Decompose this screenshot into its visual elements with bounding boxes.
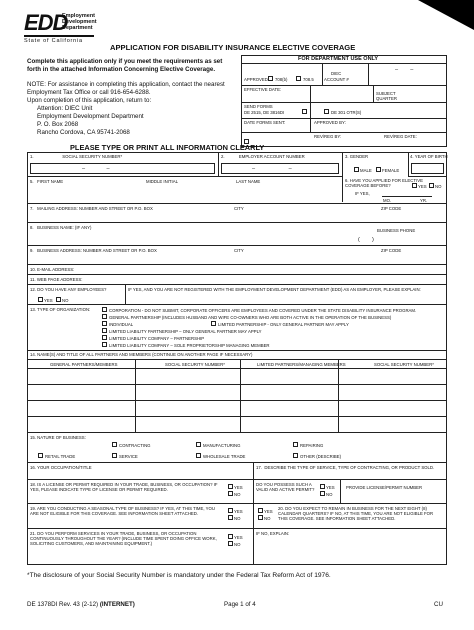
female-checkbox[interactable] xyxy=(376,167,381,172)
dept-line-1: Employment xyxy=(62,13,96,19)
org-llc-sole-label: LIMITED LIABILITY COMPANY – SOLE PROPRIETORSHIP MANAGING MEMBER xyxy=(109,343,270,348)
dept-use-title: FOR DEPARTMENT USE ONLY xyxy=(298,56,379,62)
continuous-no-label: NO xyxy=(234,542,241,547)
f1-label: 1. SOCIAL SECURITY NUMBER* xyxy=(30,154,123,159)
corner-triangle xyxy=(418,0,474,30)
employees-yes-label: YES xyxy=(44,298,53,303)
continuous-yes-checkbox[interactable] xyxy=(228,534,233,539)
permit-yes-label: YES xyxy=(326,485,335,490)
nb-other-checkbox[interactable] xyxy=(293,453,298,458)
org-limited-partnership-checkbox[interactable] xyxy=(211,321,216,326)
org-llp-label: LIMITED LIABILITY PARTNERSHIP – ONLY GENERAL PARTNER MAY APPLY xyxy=(109,329,262,334)
ssn-dashes: – – xyxy=(82,166,110,172)
org-corporation-checkbox[interactable] xyxy=(102,307,107,312)
license-yes-checkbox[interactable] xyxy=(228,484,233,489)
org-llp-checkbox[interactable] xyxy=(102,328,107,333)
nb-contracting-checkbox[interactable] xyxy=(112,442,117,447)
f4-label: 4. YEAR OF BIRTH xyxy=(410,154,448,159)
effective-date-label: EFFECTIVE DATE: xyxy=(244,87,282,92)
diec-label: DIEC xyxy=(331,71,342,76)
f13-label: 13. TYPE OF ORGANIZATION: xyxy=(30,307,91,312)
explain-label: IF NO, EXPLAIN: xyxy=(256,531,290,536)
dept-line-3: Department xyxy=(62,25,93,31)
city-label-7: CITY xyxy=(234,206,244,211)
de-forms-label: DE 2515, DE 3816DI xyxy=(244,110,285,115)
send-forms-label: SEND FORMS xyxy=(244,104,273,109)
continuous-yes-label: YES xyxy=(234,535,243,540)
employees-no-checkbox[interactable] xyxy=(56,297,61,302)
nb-wholesale-checkbox[interactable] xyxy=(196,453,201,458)
license-no-label: NO xyxy=(234,492,241,497)
business-phone-label: BUSINESS PHONE xyxy=(377,228,416,233)
708b-checkbox[interactable] xyxy=(268,76,273,81)
form-id: DE 1378DI Rev. 43 (2-12) (INTERNET) xyxy=(27,601,135,608)
edd-logo xyxy=(24,12,144,44)
nb-service-label: SERVICE xyxy=(119,454,138,459)
seasonal-yes-label: YES xyxy=(234,509,243,514)
year-of-birth-field[interactable] xyxy=(411,163,444,174)
nb-repairing-label: REPAIRING xyxy=(300,443,324,448)
7085-checkbox[interactable] xyxy=(296,76,301,81)
return-intro: Upon completion of this application, return to: xyxy=(27,97,152,104)
f14-label: 14. NAME(S) AND TITLE OF ALL PARTNERS AND MEMBERS (CONTINUE ON ANOTHER PAGE IF NECESSARY) xyxy=(30,352,253,357)
complete-note: Complete this application only if you meet the requirements as set forth in the attached Information Concerning Elective Coverage. xyxy=(27,58,223,73)
de301-checkbox[interactable] xyxy=(324,109,329,114)
f12-label: 12. DO YOU HAVE ANY EMPLOYEES? xyxy=(30,287,107,292)
7085-label: 708.5 xyxy=(303,77,314,82)
f10-label: 10. E-MAIL ADDRESS: xyxy=(30,267,75,272)
org-general-partnership-checkbox[interactable] xyxy=(102,314,107,319)
ssn-disclosure: *The disclosure of your Social Security Number is mandatory under the Federal Tax Reform Act of 1976. xyxy=(27,572,331,579)
nb-service-checkbox[interactable] xyxy=(112,453,117,458)
male-checkbox[interactable] xyxy=(354,167,359,172)
f15-label: 15. NATURE OF BUSINESS: xyxy=(30,435,86,440)
nb-contracting-label: CONTRACTING xyxy=(119,443,151,448)
account-dashes: – – xyxy=(395,67,414,73)
seasonal-no-label: NO xyxy=(234,516,241,521)
if-yes-label: IF YES, xyxy=(355,191,370,196)
date-forms-sent-label: DATE FORMS SENT: xyxy=(244,120,286,125)
zip-label-7: ZIP CODE xyxy=(381,206,402,211)
cu-code: CU xyxy=(434,601,443,608)
subject-quarter-label: SUBJECT QUARTER xyxy=(376,91,397,101)
org-llc-partnership-label: LIMITED LIABILITY COMPANY – PARTNERSHIP xyxy=(109,336,205,341)
remain-yes-label: YES xyxy=(264,509,273,514)
col-ssn-1: SOCIAL SECURITY NUMBER* xyxy=(165,362,225,367)
f9-label: 9. BUSINESS ADDRESS: NUMBER AND STREET OR P.O. BOX xyxy=(30,248,157,253)
address-line-2: Employment Development Department xyxy=(37,113,144,120)
nb-repairing-checkbox[interactable] xyxy=(293,442,298,447)
city-label-9: CITY xyxy=(234,248,244,253)
employees-no-label: NO xyxy=(62,298,69,303)
nb-manufacturing-checkbox[interactable] xyxy=(196,442,201,447)
account-label: ACCOUNT # xyxy=(324,77,349,82)
f18b-label: DO YOU POSSESS SUCH A VALID AND ACTIVE PERMIT? xyxy=(256,482,315,492)
col-limited-partners: LIMITED PARTNERS/MANAGING MEMBERS xyxy=(257,362,346,367)
permit-no-label: NO xyxy=(326,492,333,497)
applied-no-checkbox[interactable] xyxy=(429,183,434,188)
f6-label: 6. HAVE YOU APPLIED FOR ELECTIVE COVERAGE BEFORE? xyxy=(345,178,423,188)
dept-line-2: Development xyxy=(62,19,97,25)
seasonal-no-checkbox[interactable] xyxy=(228,515,233,520)
f18-label: 18. IS A LICENSE OR PERMIT REQUIRED IN YOUR TRADE, BUSINESS, OR OCCUPATION? IF YES, PLEASE INDICATE TYPE OF LICENSE OR PERMIT REQUIRED. xyxy=(30,482,218,492)
applied-no-label: NO xyxy=(435,184,442,189)
male-label: MALE xyxy=(360,168,372,173)
708b-label: 708(b) xyxy=(275,77,288,82)
col-ssn-2: SOCIAL SECURITY NUMBER* xyxy=(374,362,434,367)
assistance-note: NOTE: For assistance in completing this application, contact the nearest Employment Tax Office or call 916-654-6288. xyxy=(27,81,225,96)
f8-label: 8. BUSINESS NAME: (IF ANY) xyxy=(30,225,92,230)
f17-label: 17. DESCRIBE THE TYPE OF SERVICE, TYPE OF CONTRACTING, OR PRODUCT SOLD. xyxy=(256,465,435,470)
remain-yes-checkbox[interactable] xyxy=(258,508,263,513)
ean-dashes: – – xyxy=(252,166,292,172)
logo-mark: EDD xyxy=(24,10,68,35)
applied-yes-checkbox[interactable] xyxy=(412,183,417,188)
logo-rule xyxy=(24,35,94,37)
applied-yes-label: YES xyxy=(418,184,427,189)
f2-label: 2. EMPLOYER ACCOUNT NUMBER xyxy=(221,154,305,159)
org-individual-checkbox[interactable] xyxy=(102,321,107,326)
form-title: APPLICATION FOR DISABILITY INSURANCE ELECTIVE COVERAGE xyxy=(110,43,356,52)
f18c-label: PROVIDE LICENSE/PERMIT NUMBER xyxy=(346,485,423,490)
employees-yes-checkbox[interactable] xyxy=(38,297,43,302)
org-individual-label: INDIVIDUAL xyxy=(109,322,134,327)
rev-reg-by-label: REV/REG BY: xyxy=(314,134,342,139)
state-name: State of California xyxy=(24,38,83,44)
nb-retail-label: RETAIL TRADE xyxy=(45,454,76,459)
nb-other-label: OTHER (DESCRIBE) xyxy=(300,454,342,459)
nb-retail-checkbox[interactable] xyxy=(38,453,43,458)
f19-label: 19. ARE YOU CONDUCTING A SEASONAL TYPE OF BUSINESS? IF YES, AT THIS TIME, YOU ARE NOT ELIGIBLE FOR THIS COVERAGE. SEE INFORMATION SHEET ATTACHED. xyxy=(30,506,215,516)
ssn-box-row[interactable] xyxy=(30,163,215,174)
phone-parens: ( ) xyxy=(358,237,374,243)
permit-yes-checkbox[interactable] xyxy=(320,484,325,489)
nb-manufacturing-label: MANUFACTURING xyxy=(203,443,241,448)
seasonal-yes-checkbox[interactable] xyxy=(228,508,233,513)
f5-label: 5. FIRST NAME xyxy=(30,179,64,184)
remain-no-label: NO xyxy=(264,516,271,521)
col-general-partners: GENERAL PARTNERS/MEMBERS xyxy=(50,362,118,367)
approved-by-label: APPROVED BY: xyxy=(314,120,346,125)
approved-label: APPROVED xyxy=(244,77,268,82)
yr-label: YR. xyxy=(420,198,428,203)
f12-note: IF YES, AND YOU ARE NOT REGISTERED WITH THE EMPLOYMENT DEVELOPMENT DEPARTMENT (EDD) AS AN EMPLOYER, PLEASE EXPLAIN: xyxy=(128,287,421,292)
mo-label: MO. xyxy=(383,198,392,203)
permit-no-checkbox[interactable] xyxy=(320,491,325,496)
f11-label: 11. WEB PAGE ADDRESS: xyxy=(30,277,83,282)
rev-reg-date-label: REV/REG DATE: xyxy=(384,134,417,139)
please-print-note: PLEASE TYPE OR PRINT ALL INFORMATION CLEARLY xyxy=(70,143,265,152)
address-line-3: P. O. Box 2068 xyxy=(37,121,79,128)
license-yes-label: YES xyxy=(234,485,243,490)
org-limited-partnership-label: LIMITED PARTNERSHIP - ONLY GENERAL PARTNER MAY APPLY xyxy=(218,322,349,327)
f7-label: 7. MAILING ADDRESS: NUMBER AND STREET OR P.O. BOX xyxy=(30,206,153,211)
remain-no-checkbox[interactable] xyxy=(258,515,263,520)
f21-label: 21. DO YOU PERFORM SERVICES IN YOUR TRADE, BUSINESS, OR OCCUPATION CONTINUOUSLY THROUGHOUT THE YEAR? (INCLUDE TIME SPENT DOING OFFICE WORK, SOLICITING CUSTOMERS, AND MAINTAINING EQUIPMENT.) xyxy=(30,531,217,546)
address-line-1: Attention: DIEC Unit xyxy=(37,105,93,112)
license-no-checkbox[interactable] xyxy=(228,491,233,496)
middle-initial-label: MIDDLE INITIAL xyxy=(146,179,178,184)
ean-box-row[interactable] xyxy=(221,163,339,174)
de-forms-checkbox[interactable] xyxy=(302,109,307,114)
org-general-partnership-label: GENERAL PARTNERSHIP (INCLUDES HUSBAND AND WIFE CO-OWNERS WHO ARE BOTH ACTIVE IN THE OPERATION OF THE BUSINESS) xyxy=(109,315,392,320)
org-corporation-label: CORPORATION - DO NOT SUBMIT, CORPORATE OFFICERS ARE EMPLOYEES AND COVERED UNDER THE STATE DISABILITY INSURANCE PROGRAM. xyxy=(109,308,417,313)
f3-label: 3. GENDER xyxy=(345,154,369,159)
female-label: FEMALE xyxy=(382,168,400,173)
org-llc-sole-checkbox[interactable] xyxy=(102,342,107,347)
org-llc-partnership-checkbox[interactable] xyxy=(102,335,107,340)
continuous-no-checkbox[interactable] xyxy=(228,541,233,546)
address-line-4: Rancho Cordova, CA 95741-2068 xyxy=(37,129,130,136)
last-name-label: LAST NAME xyxy=(236,179,261,184)
nb-wholesale-label: WHOLESALE TRADE xyxy=(203,454,246,459)
de301-label: DE 301 OTR(S) xyxy=(331,110,362,115)
page-number: Page 1 of 4 xyxy=(224,601,256,608)
f20-label: 20. DO YOU EXPECT TO REMAIN IN BUSINESS FOR THE NEXT EIGHT (8) CALENDAR QUARTERS? IF NO, AT THIS TIME, YOU ARE NOT ELIGIBLE FOR THIS COVERAGE. SEE INFORMATION SHEET ATTACHED. xyxy=(278,506,434,521)
zip-label-9: ZIP CODE xyxy=(381,248,402,253)
f16-label: 16. YOUR OCCUPATION/TITLE xyxy=(30,465,92,470)
